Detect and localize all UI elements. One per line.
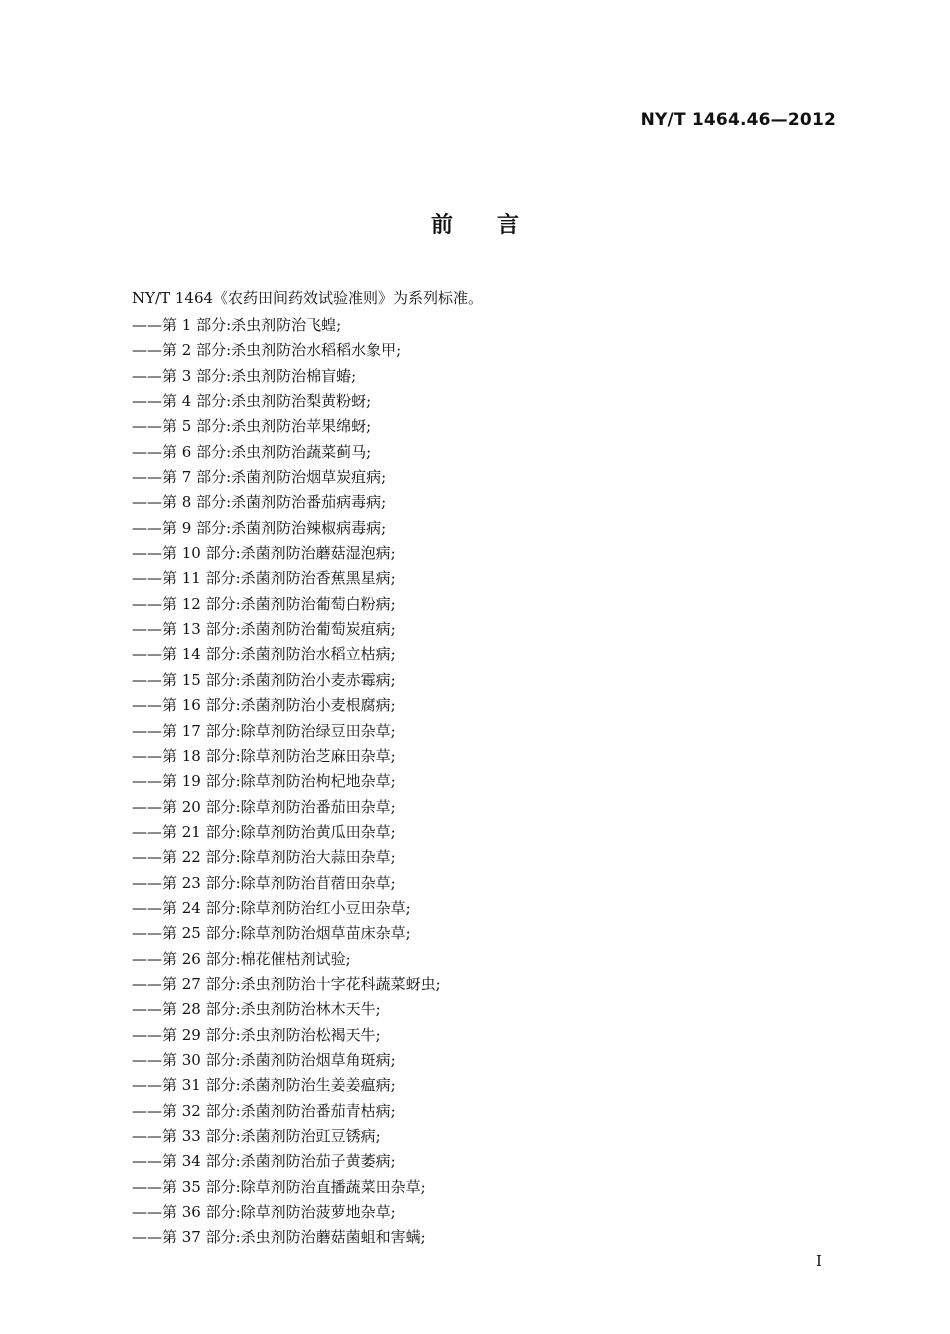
list-item: ——第 4 部分:杀虫剂防治梨黄粉蚜; bbox=[132, 392, 372, 411]
list-item: ——第 24 部分:除草剂防治红小豆田杂草; bbox=[132, 898, 411, 917]
list-item: ——第 5 部分:杀虫剂防治苹果绵蚜; bbox=[132, 417, 372, 436]
list-item: ——第 26 部分:棉花催枯剂试验; bbox=[132, 949, 351, 968]
list-item: ——第 17 部分:除草剂防治绿豆田杂草; bbox=[132, 721, 396, 740]
list-item: ——第 19 部分:除草剂防治枸杞地杂草; bbox=[132, 772, 396, 791]
list-item: ——第 18 部分:除草剂防治芝麻田杂草; bbox=[132, 746, 396, 765]
list-item: ——第 36 部分:除草剂防治菠萝地杂草; bbox=[132, 1203, 396, 1222]
list-item: ——第 33 部分:杀菌剂防治豇豆锈病; bbox=[132, 1127, 381, 1145]
list-item: ——第 9 部分:杀菌剂防治辣椒病毒病; bbox=[132, 518, 387, 537]
page-number: I bbox=[816, 1252, 822, 1270]
list-item: ——第 20 部分:除草剂防治番茄田杂草; bbox=[132, 797, 396, 816]
list-item: ——第 34 部分:杀菌剂防治茄子黄萎病; bbox=[132, 1152, 396, 1171]
list-item: ——第 30 部分:杀菌剂防治烟草角斑病; bbox=[132, 1050, 396, 1069]
list-item: ——第 35 部分:除草剂防治直播蔬菜田杂草; bbox=[132, 1177, 426, 1196]
list-item: ——第 12 部分:杀菌剂防治葡萄白粉病; bbox=[132, 594, 396, 613]
list-item: ——第 1 部分:杀虫剂防治飞蝗; bbox=[132, 316, 342, 334]
list-item: ——第 10 部分:杀菌剂防治蘑菇湿泡病; bbox=[132, 544, 396, 563]
list-item: ——第 32 部分:杀菌剂防治番茄青枯病; bbox=[132, 1101, 396, 1120]
intro-paragraph: NY/T 1464《农药田间药效试验准则》为系列标准。 bbox=[132, 289, 484, 307]
list-item: ——第 15 部分:杀菌剂防治小麦赤霉病; bbox=[132, 670, 396, 689]
list-item: ——第 16 部分:杀菌剂防治小麦根腐病; bbox=[132, 696, 396, 715]
list-item: ——第 22 部分:除草剂防治大蒜田杂草; bbox=[132, 848, 396, 867]
list-item: ——第 27 部分:杀虫剂防治十字花科蔬菜蚜虫; bbox=[132, 974, 441, 993]
list-item: ——第 28 部分:杀虫剂防治林木天牛; bbox=[132, 1000, 381, 1019]
list-item: ——第 11 部分:杀菌剂防治香蕉黑星病; bbox=[132, 569, 396, 588]
list-item: ——第 37 部分:杀虫剂防治蘑菇菌蛆和害螨; bbox=[132, 1228, 426, 1247]
list-item: ——第 14 部分:杀菌剂防治水稻立枯病; bbox=[132, 645, 396, 664]
list-item: ——第 25 部分:除草剂防治烟草苗床杂草; bbox=[132, 924, 411, 943]
list-item: ——第 29 部分:杀虫剂防治松褐天牛; bbox=[132, 1025, 381, 1044]
list-item: ——第 8 部分:杀菌剂防治番茄病毒病; bbox=[132, 493, 387, 512]
list-item: ——第 21 部分:除草剂防治黄瓜田杂草; bbox=[132, 822, 396, 841]
list-item: ——第 6 部分:杀虫剂防治蔬菜蓟马; bbox=[132, 442, 372, 461]
list-item: ——第 3 部分:杀虫剂防治棉盲蝽; bbox=[132, 366, 357, 385]
standard-code: NY/T 1464.46—2012 bbox=[640, 110, 836, 130]
list-item: ——第 2 部分:杀虫剂防治水稻稻水象甲; bbox=[132, 341, 402, 360]
parts-list bbox=[132, 313, 441, 1251]
list-item: ——第 7 部分:杀菌剂防治烟草炭疽病; bbox=[132, 468, 387, 487]
list-item: ——第 23 部分:除草剂防治苜蓿田杂草; bbox=[132, 873, 396, 892]
list-item: ——第 13 部分:杀菌剂防治葡萄炭疽病; bbox=[132, 620, 396, 639]
page-title: 前言 bbox=[430, 213, 563, 238]
list-item: ——第 31 部分:杀菌剂防治生姜姜瘟病; bbox=[132, 1076, 396, 1095]
